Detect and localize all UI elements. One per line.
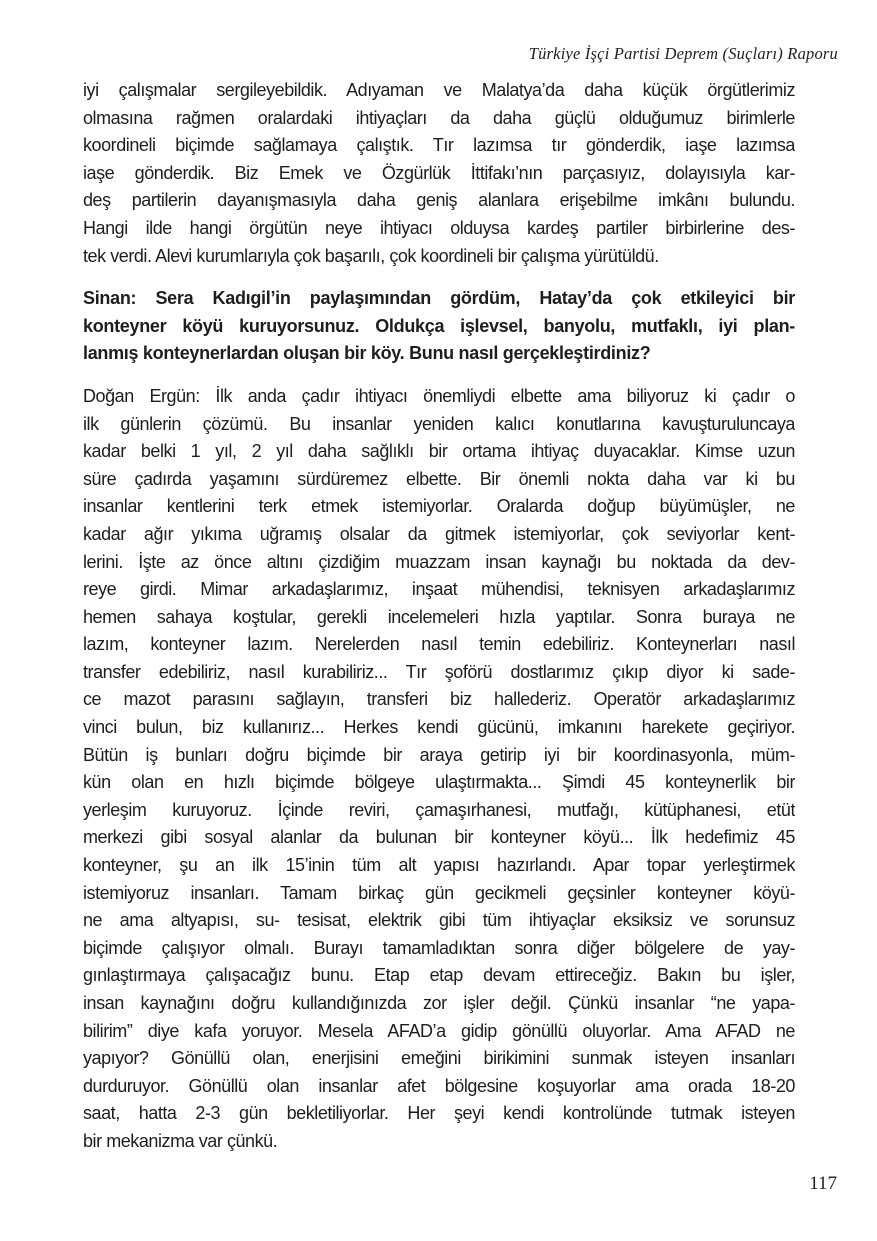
text-line: kadar ağır yıkıma uğramış olsalar da gitmek istemiyorlar, çok seviyorlar kent-	[83, 523, 795, 544]
text-line: biçimde çalışıyor olmalı. Burayı tamamladıktan sonra diğer bölgelere de yay-	[83, 937, 795, 958]
text-line: kadar belki 1 yıl, 2 yıl daha sağlıklı bir ortama ihtiyaç duyacaklar. Kimse uzun	[83, 441, 795, 462]
text-line: deş partilerin dayanışmasıyla daha geniş alanlara erişebilme imkânı bulundu.	[83, 190, 795, 211]
text-line: Hangi ilde hangi örgütün neye ihtiyacı olduysa kardeş partiler birbirlerine des-	[83, 217, 795, 238]
text-line: istemiyoruz insanları. Tamam birkaç gün gecikmeli geçsinler konteyner köyü-	[83, 882, 795, 903]
text-line: konteyner köyü kuruyorsunuz. Oldukça işlevsel, banyolu, mutfaklı, iyi plan-	[83, 315, 795, 336]
text-line: lanmış konteynerlardan oluşan bir köy. Bunu nasıl gerçekleştirdiniz?	[83, 343, 651, 364]
text-line: lerini. İşte az önce altını çizdiğim muazzam insan kaynağı bu noktada da dev-	[83, 551, 795, 572]
paragraph-answer-continuation	[83, 77, 795, 270]
text-line: süre çadırda yaşamını sürdüremez elbette. Bir önemli nokta daha var ki bu	[83, 468, 795, 489]
text-line: ilk günlerin çözümü. Bu insanlar yeniden kalıcı konutlarına kavuşturuluncaya	[83, 413, 795, 434]
text-line: lazım, konteyner lazım. Nerelerden nasıl temin edebiliriz. Konteynerları nasıl	[83, 634, 795, 655]
text-line: bir mekanizma var çünkü.	[83, 1130, 278, 1151]
text-line: olmasına rağmen oralardaki ihtiyaçları da daha güçlü olduğumuz birimlerle	[83, 107, 795, 128]
text-line: yerleşim kuruyoruz. İçinde reviri, çamaşırhanesi, mutfağı, kütüphanesi, etüt	[83, 799, 795, 820]
text-line: Sinan: Sera Kadıgil’in paylaşımından gördüm, Hatay’da çok etkileyici bir	[83, 288, 795, 309]
text-line: gınlaştırmaya çalışacağız bunu. Etap etap devam ettireceğiz. Bakın bu işler,	[83, 965, 795, 986]
running-header-title: Türkiye İşçi Partisi Deprem (Suçları) Raporu	[528, 44, 838, 63]
text-line: hemen sahaya koştular, gerekli incelemeleri hızla yaptılar. Sonra buraya ne	[83, 606, 795, 627]
text-line: iyi çalışmalar sergileyebildik. Adıyaman ve Malatya’da daha küçük örgütlerimiz	[83, 80, 795, 100]
paragraph-question-sinan	[83, 285, 795, 368]
text-line: transfer edebiliriz, nasıl kurabiliriz... Tır şoförü dostlarımız çıkıp diyor ki sade-	[83, 661, 795, 682]
text-line: vinci bulun, biz kullanırız... Herkes kendi gücünü, imkanını harekete geçiriyor.	[83, 717, 795, 738]
text-line: tek verdi. Alevi kurumlarıyla çok başarılı, çok koordineli bir çalışma yürütüldü.	[83, 245, 659, 266]
content	[83, 77, 795, 1171]
text-line: insanlar kentlerini terk etmek istemiyorlar. Oralarda doğup büyümüşler, ne	[83, 496, 795, 517]
text-line: ne ama altyapısı, su- tesisat, elektrik gibi tüm ihtiyaçlar eksiksiz ve sorunsuz	[83, 910, 795, 931]
text-line: durduruyor. Gönüllü olan insanlar afet bölgesine koşuyorlar ama orada 18-20	[83, 1075, 795, 1096]
text-line: merkezi gibi sosyal alanlar da bulunan bir konteyner köyü... İlk hedefimiz 45	[83, 827, 795, 848]
text-line: insan kaynağını doğru kullandığınızda zor işler değil. Çünkü insanlar “ne yapa-	[83, 993, 795, 1013]
text-line: Doğan Ergün: İlk anda çadır ihtiyacı önemliydi elbette ama biliyoruz ki çadır o	[83, 385, 795, 406]
text-line: iaşe gönderdik. Biz Emek ve Özgürlük İttifakı’nın parçasıyız, dolayısıyla kar-	[83, 162, 795, 183]
text-line: Bütün iş bunları doğru biçimde bir araya getirip iyi bir koordinasyonla, müm-	[83, 744, 795, 765]
text-line: reye girdi. Mimar arkadaşlarımız, inşaat mühendisi, teknisyen arkadaşlarımız	[83, 579, 795, 600]
page-number: 117	[809, 1173, 837, 1194]
paragraph-answer-dogan-ergun	[83, 383, 795, 1156]
text-line: kün olan en hızlı biçimde bölgeye ulaştırmakta... Şimdi 45 konteynerlik bir	[83, 772, 795, 793]
text-line: bilirim” diye kafa yoruyor. Mesela AFAD’a gidip gönüllü oluyorlar. Ama AFAD ne	[83, 1020, 795, 1041]
text-line: saat, hatta 2-3 gün bekletiliyorlar. Her şeyi kendi kontrolünde tutmak isteyen	[83, 1103, 795, 1124]
text-line: koordineli biçimde sağlamaya çalıştık. Tır lazımsa tır gönderdik, iaşe lazımsa	[83, 135, 795, 156]
text-line: ce mazot parasını sağlayın, transferi biz hallederiz. Operatör arkadaşlarımız	[83, 689, 795, 710]
text-line: konteyner, şu an ilk 15’inin tüm alt yapısı hazırlandı. Apar topar yerleştirmek	[83, 855, 795, 876]
text-line: yapıyor? Gönüllü olan, enerjisini emeğini birikimini sunmak isteyen insanları	[83, 1048, 795, 1069]
